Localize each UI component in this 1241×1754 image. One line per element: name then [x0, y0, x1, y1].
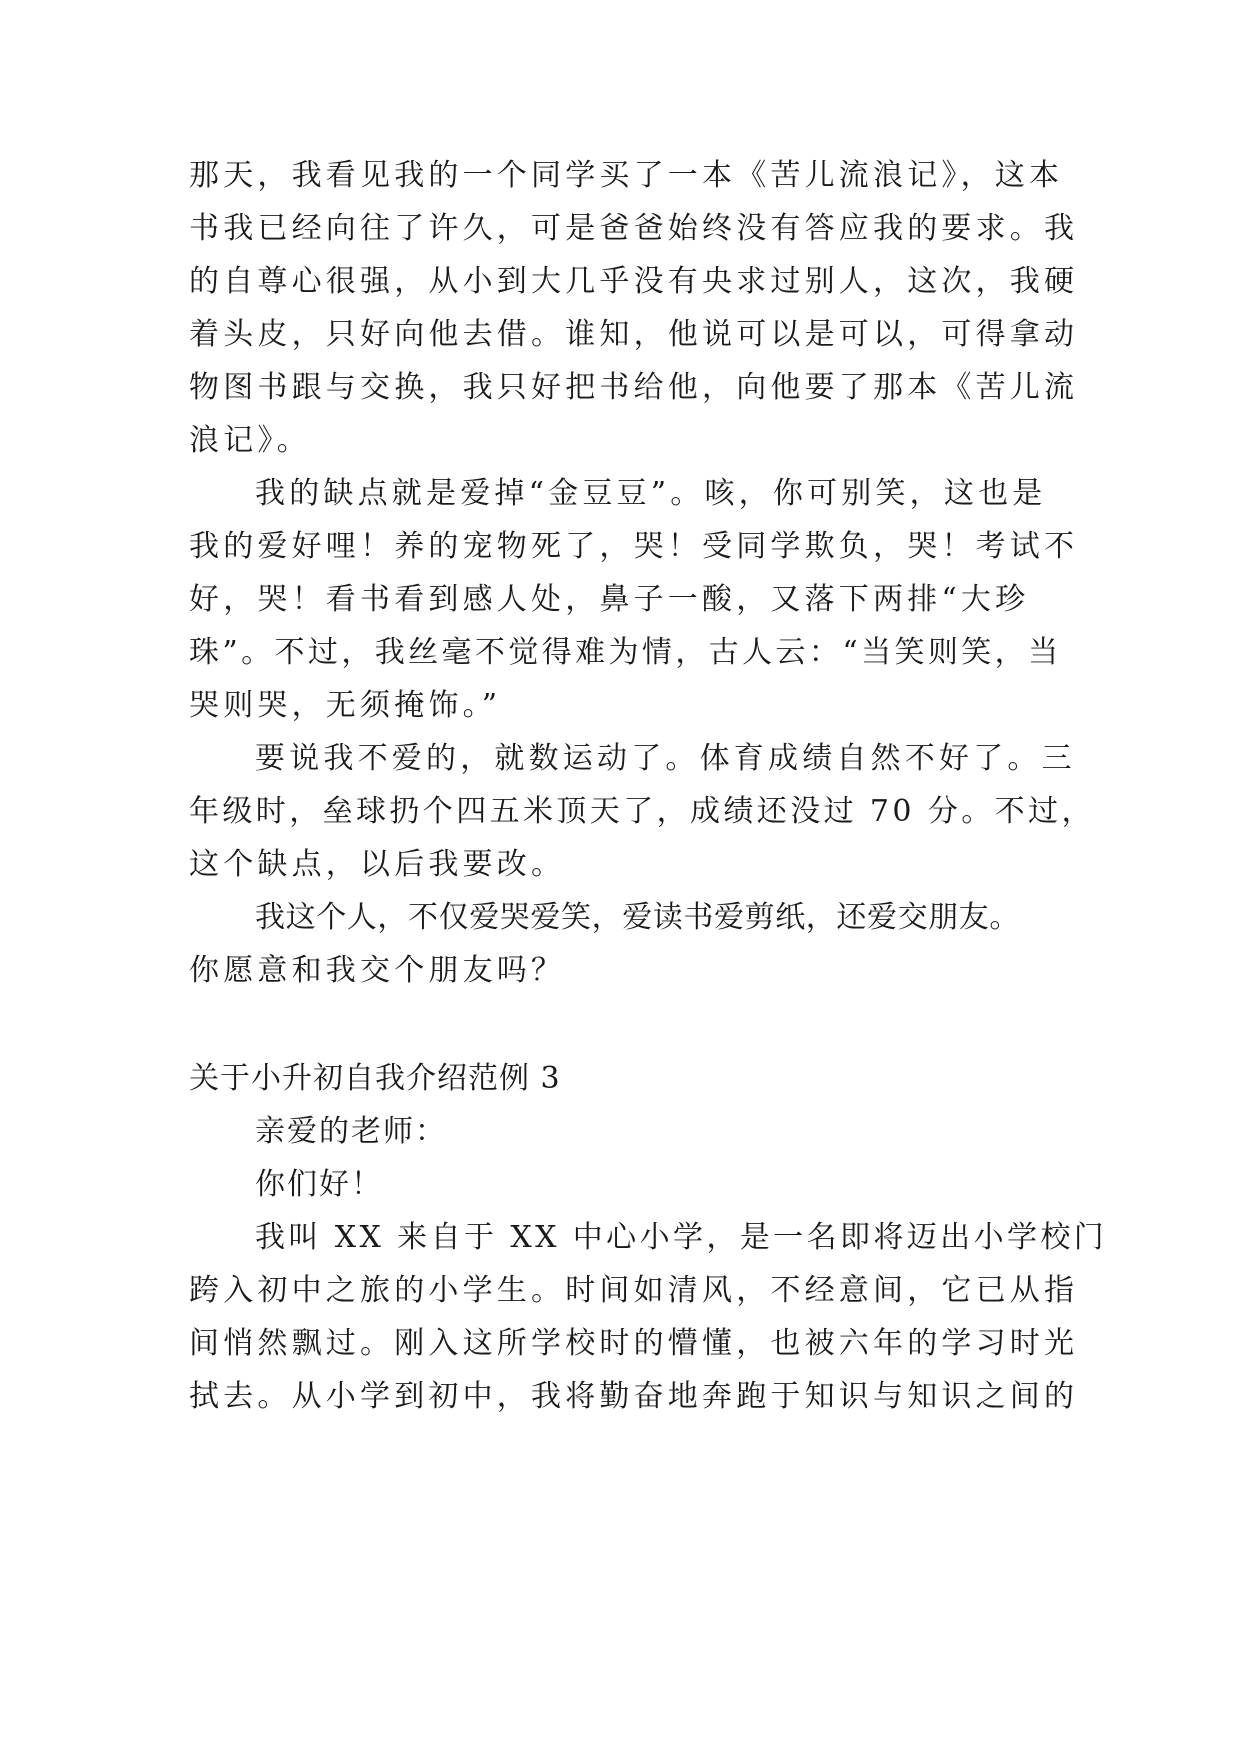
paragraph-line: 年级时，垒球扔个四五米顶天了，成绩还没过 70 分。不过，: [189, 794, 1095, 829]
paragraph-line: 我的缺点就是爱掉“金豆豆”。咳，你可别笑，这也是: [255, 476, 1047, 511]
paragraph-line: 好，哭！看书看到感人处，鼻子一酸，又落下两排“大珍: [189, 582, 1030, 617]
paragraph-line: 拭去。从小学到初中，我将勤奋地奔跑于知识与知识之间的: [189, 1379, 1079, 1414]
paragraph-line: 间悄然飘过。刚入这所学校时的懵懂，也被六年的学习时光: [189, 1326, 1079, 1361]
paragraph-line: 要说我不爱的，就数运动了。体育成绩自然不好了。三: [255, 741, 1076, 776]
paragraph-line: 着头皮，只好向他去借。谁知，他说可以是可以，可得拿动: [189, 317, 1079, 352]
paragraph-line: 我这个人，不仅爱哭爱笑，爱读书爱剪纸，还爱交朋友。: [255, 900, 1020, 935]
paragraph-line: 我的爱好哩！养的宠物死了，哭！受同学欺负，哭！考试不: [189, 529, 1079, 564]
paragraph-line: 这个缺点，以后我要改。: [189, 847, 566, 882]
paragraph-line: 物图书跟与交换，我只好把书给他，向他要了那本《苦儿流: [189, 370, 1079, 405]
paragraph-line: 书我已经向往了许久，可是爸爸始终没有答应我的要求。我: [189, 211, 1079, 246]
paragraph-line: 跨入初中之旅的小学生。时间如清风，不经意间，它已从指: [189, 1273, 1079, 1308]
section-title: 关于小升初自我介绍范例 3: [189, 1061, 561, 1096]
paragraph-line: 那天，我看见我的一个同学买了一本《苦儿流浪记》，这本: [189, 158, 1064, 193]
salutation: 亲爱的老师：: [255, 1114, 447, 1149]
paragraph-line: 我叫 XX 来自于 XX 中心小学，是一名即将迈出小学校门: [255, 1220, 1108, 1255]
paragraph-line: 浪记》。: [189, 423, 311, 458]
greeting: 你们好！: [255, 1167, 383, 1202]
paragraph-line: 你愿意和我交个朋友吗？: [189, 953, 566, 988]
paragraph-line: 珠”。不过，我丝毫不觉得难为情，古人云：“当笑则笑，当: [189, 635, 1062, 670]
paragraph-line: 的自尊心很强，从小到大几乎没有央求过别人，这次，我硬: [189, 264, 1079, 299]
paragraph-line: 哭则哭，无须掩饰。”: [189, 688, 502, 723]
